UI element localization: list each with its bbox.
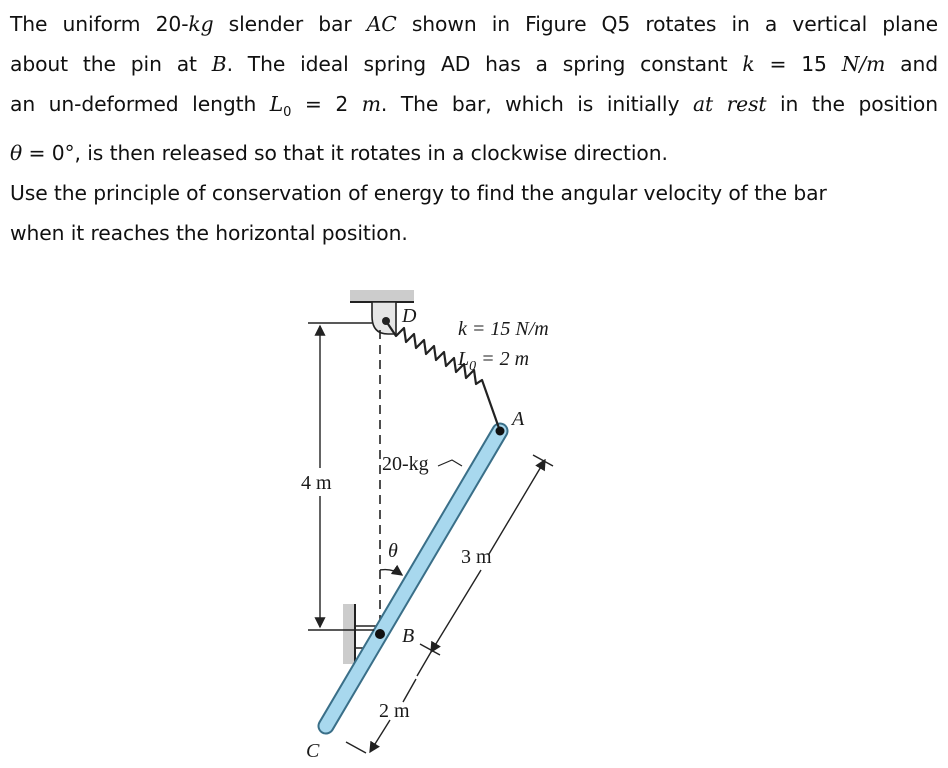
problem-line-5: Use the principle of conservation of energy to find the angular velocity of the bar xyxy=(10,181,827,206)
label-d: D xyxy=(402,305,417,327)
problem-line-2: about the pin at B. The ideal spring AD has a spring constant k = 15 N/m and xyxy=(10,52,938,76)
label-2m: 2 m xyxy=(379,700,410,722)
label-mass: 20-kg xyxy=(382,453,429,475)
problem-line-3: an un-deformed length $L_0 = 2$ m. The bar, which is initially at rest in the position xyxy=(10,92,938,121)
problem-line-1: The uniform 20-kg slender bar AC shown in Figure Q5 rotates in a vertical plane xyxy=(10,12,939,36)
pin-b xyxy=(375,629,385,639)
label-b: B xyxy=(402,625,415,647)
problem-line-4: θ = 0°, is then released so that it rotates in a clockwise direction. xyxy=(10,141,668,166)
label-theta: θ xyxy=(388,540,398,562)
label-l0: $L_0 = 2$ m xyxy=(458,348,530,374)
spring-ad xyxy=(388,324,500,431)
label-k: k = 15 N/m xyxy=(458,318,549,340)
problem-line-6: when it reaches the horizontal position. xyxy=(10,221,408,246)
pin-a xyxy=(496,427,505,436)
label-4m: 4 m xyxy=(301,472,332,494)
label-c: C xyxy=(306,740,320,762)
label-a: A xyxy=(512,408,525,430)
theta-angle-arc xyxy=(380,570,402,575)
mass-leader-line xyxy=(438,460,462,466)
bar-ac xyxy=(326,431,500,726)
label-3m: 3 m xyxy=(461,546,492,568)
